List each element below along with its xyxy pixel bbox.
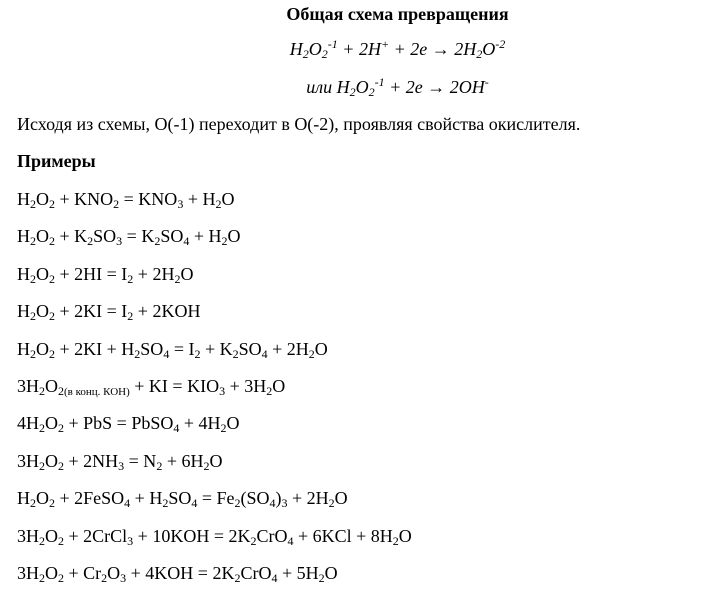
- general-scheme-equation: $H_2O_2^{-1} + 2H^+ + 2e \to 2H_2O^{-2}$: [289, 37, 506, 61]
- equation-10: $3H_2O_2$ + 2CrCl$_3$ + $10KOH = 2K_2CrO_4 + 6KCl + 8H_2O$: [17, 526, 412, 548]
- equation-5: $H_2O_2 + 2KI + H_2SO_4 = I_2 + K_2SO_4 + 2H_2O$: [17, 339, 328, 361]
- equation-1: $H_2O_2 + KNO_2 = KNO_3 + H_2O$: [17, 189, 235, 211]
- scheme-title: Общая схема превращения: [286, 4, 509, 24]
- equation-7: $4H_2O_2$ + PbS = PbSO$_4$ + $4H_2O$: [17, 413, 240, 435]
- equation-8: $3H_2O_2 + 2NH_3 = N_2 + 6H_2O$: [17, 451, 223, 473]
- equation-11: $3H_2O_2 + Cr_2O_3 + 4KOH = 2K_2CrO_4 + 5H_2O$: [17, 563, 338, 585]
- conclusion-text: Исходя из схемы, O(-1) переходит в O(-2), проявляя свойства окислителя.: [17, 114, 581, 134]
- equation-9: $H_2O_2$ + 2FeSO$_4$ + $H_2SO_4 = Fe_2(SO_4)_3 + 2H_2O$: [17, 488, 348, 510]
- equation-3: $H_2O_2 + 2HI = I_2 + 2H_2O$: [17, 264, 194, 286]
- alternative-scheme-equation: или $H_2O_2^{-1} + 2e \to 2OH^-$: [306, 75, 489, 99]
- equation-2: $H_2O_2 + K_2SO_3 = K_2SO_4 + H_2O$: [17, 226, 241, 248]
- examples-heading: Примеры: [17, 151, 96, 171]
- equation-6: $3H_2O_{2(в конц. КОН)}$ + KI = $KIO_3 + 3H_2O$: [17, 376, 286, 398]
- equation-4: $H_2O_2 + 2KI = I_2 + 2KOH$: [17, 301, 201, 323]
